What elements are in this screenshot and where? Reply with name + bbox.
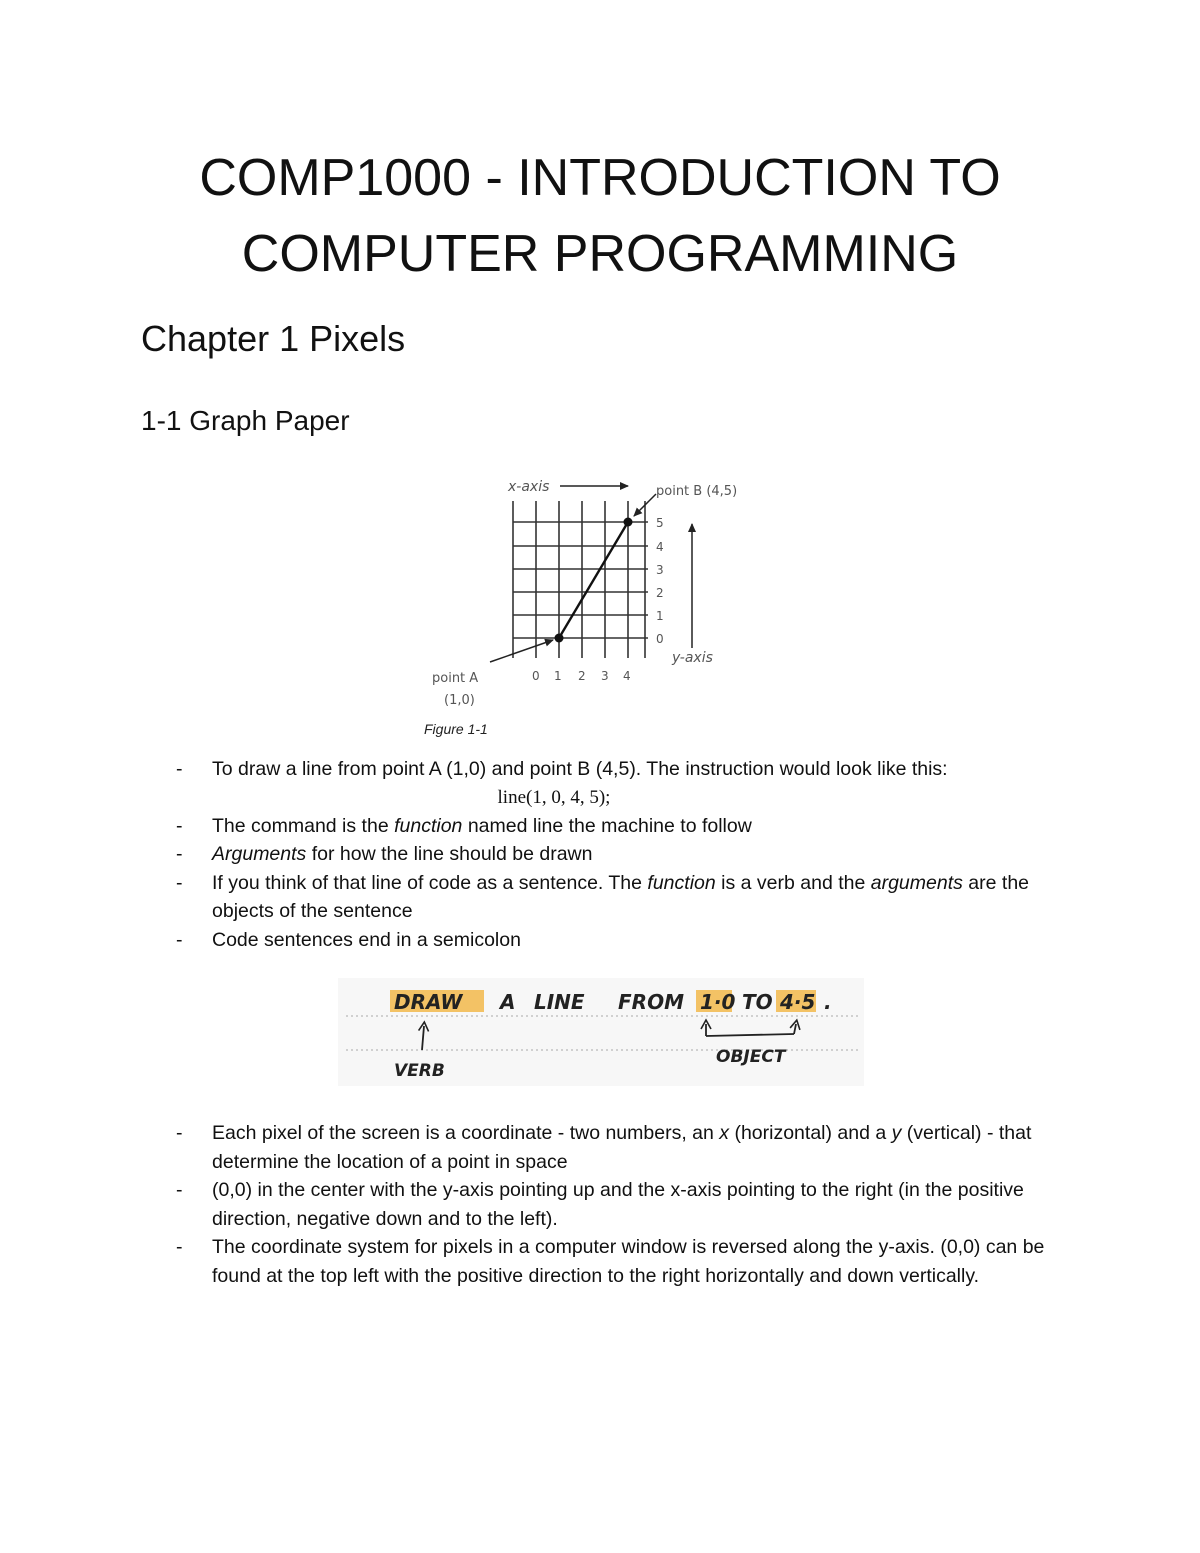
bullet-list-1 — [176, 755, 1056, 954]
list-item: - Each pixel of the screen is a coordinate - two numbers, an x (horizontal) and a y (vertical) - that determine the location of a point in space — [176, 1119, 1056, 1176]
word-period: . — [824, 990, 832, 1014]
list-item: - To draw a line from point A (1,0) and point B (4,5). The instruction would look like this: line(1, 0, 4, 5); — [176, 755, 1056, 812]
x-tick-label: 3 — [601, 669, 609, 683]
list-item: - The command is the function named line the machine to follow — [176, 812, 1056, 841]
section-heading: 1-1 Graph Paper — [141, 405, 350, 436]
figure-graph-paper — [420, 468, 780, 748]
x-tick-label: 2 — [578, 669, 586, 683]
word-a: A — [500, 990, 516, 1014]
figure-caption: Figure 1-1 — [424, 721, 488, 737]
x-axis-label: x-axis — [508, 479, 550, 495]
y-tick-label: 5 — [656, 516, 664, 530]
object-label: OBJECT — [716, 1047, 786, 1067]
word-line: LINE — [534, 990, 585, 1014]
figure-sentence-diagram — [338, 978, 864, 1086]
x-tick-label: 4 — [623, 669, 631, 683]
document-title — [0, 140, 1200, 292]
point-a-label: point A — [432, 671, 479, 686]
y-tick-labels — [656, 516, 664, 646]
word-4-5: 4·5 — [780, 990, 816, 1014]
list-item: - Arguments for how the line should be drawn — [176, 840, 1056, 869]
y-tick-label: 4 — [656, 540, 664, 554]
title-line-1: COMP1000 - INTRODUCTION TO — [199, 149, 1001, 207]
point-b-dot — [624, 518, 633, 527]
list-item: - If you think of that line of code as a sentence. The function is a verb and the arguments are the objects of the sentence — [176, 869, 1056, 926]
word-1-0: 1·0 — [700, 990, 736, 1014]
word-from: FROM — [618, 990, 684, 1014]
y-tick-label: 0 — [656, 632, 664, 646]
y-axis-label: y-axis — [672, 650, 713, 666]
chapter-heading: Chapter 1 Pixels — [141, 318, 406, 359]
y-tick-label: 1 — [656, 609, 664, 623]
y-tick-label: 2 — [656, 586, 664, 600]
x-tick-label: 0 — [532, 669, 540, 683]
list-item: - Code sentences end in a semicolon — [176, 926, 1056, 955]
point-a-pointer — [490, 640, 553, 662]
x-tick-labels — [532, 669, 631, 683]
word-to: TO — [742, 990, 773, 1014]
y-tick-label: 3 — [656, 563, 664, 577]
point-a-coords: (1,0) — [444, 693, 475, 708]
list-item: - The coordinate system for pixels in a computer window is reversed along the y-axis. (0,0) can be found at the top left with the positive direction to the right horizontally and down vertically. — [176, 1233, 1056, 1290]
x-tick-label: 1 — [554, 669, 562, 683]
point-a-dot — [555, 634, 564, 643]
code-example: line(1, 0, 4, 5); — [497, 786, 611, 808]
point-b-label: point B (4,5) — [656, 484, 738, 499]
line-a-to-b — [559, 522, 628, 638]
verb-label: VERB — [394, 1061, 445, 1081]
list-item: - (0,0) in the center with the y-axis pointing up and the x-axis pointing to the right (in the positive direction, negative down and to the left). — [176, 1176, 1056, 1233]
bullet-list-2 — [176, 1119, 1056, 1290]
title-line-2: COMPUTER PROGRAMMING — [241, 225, 959, 283]
word-draw: DRAW — [394, 990, 463, 1014]
